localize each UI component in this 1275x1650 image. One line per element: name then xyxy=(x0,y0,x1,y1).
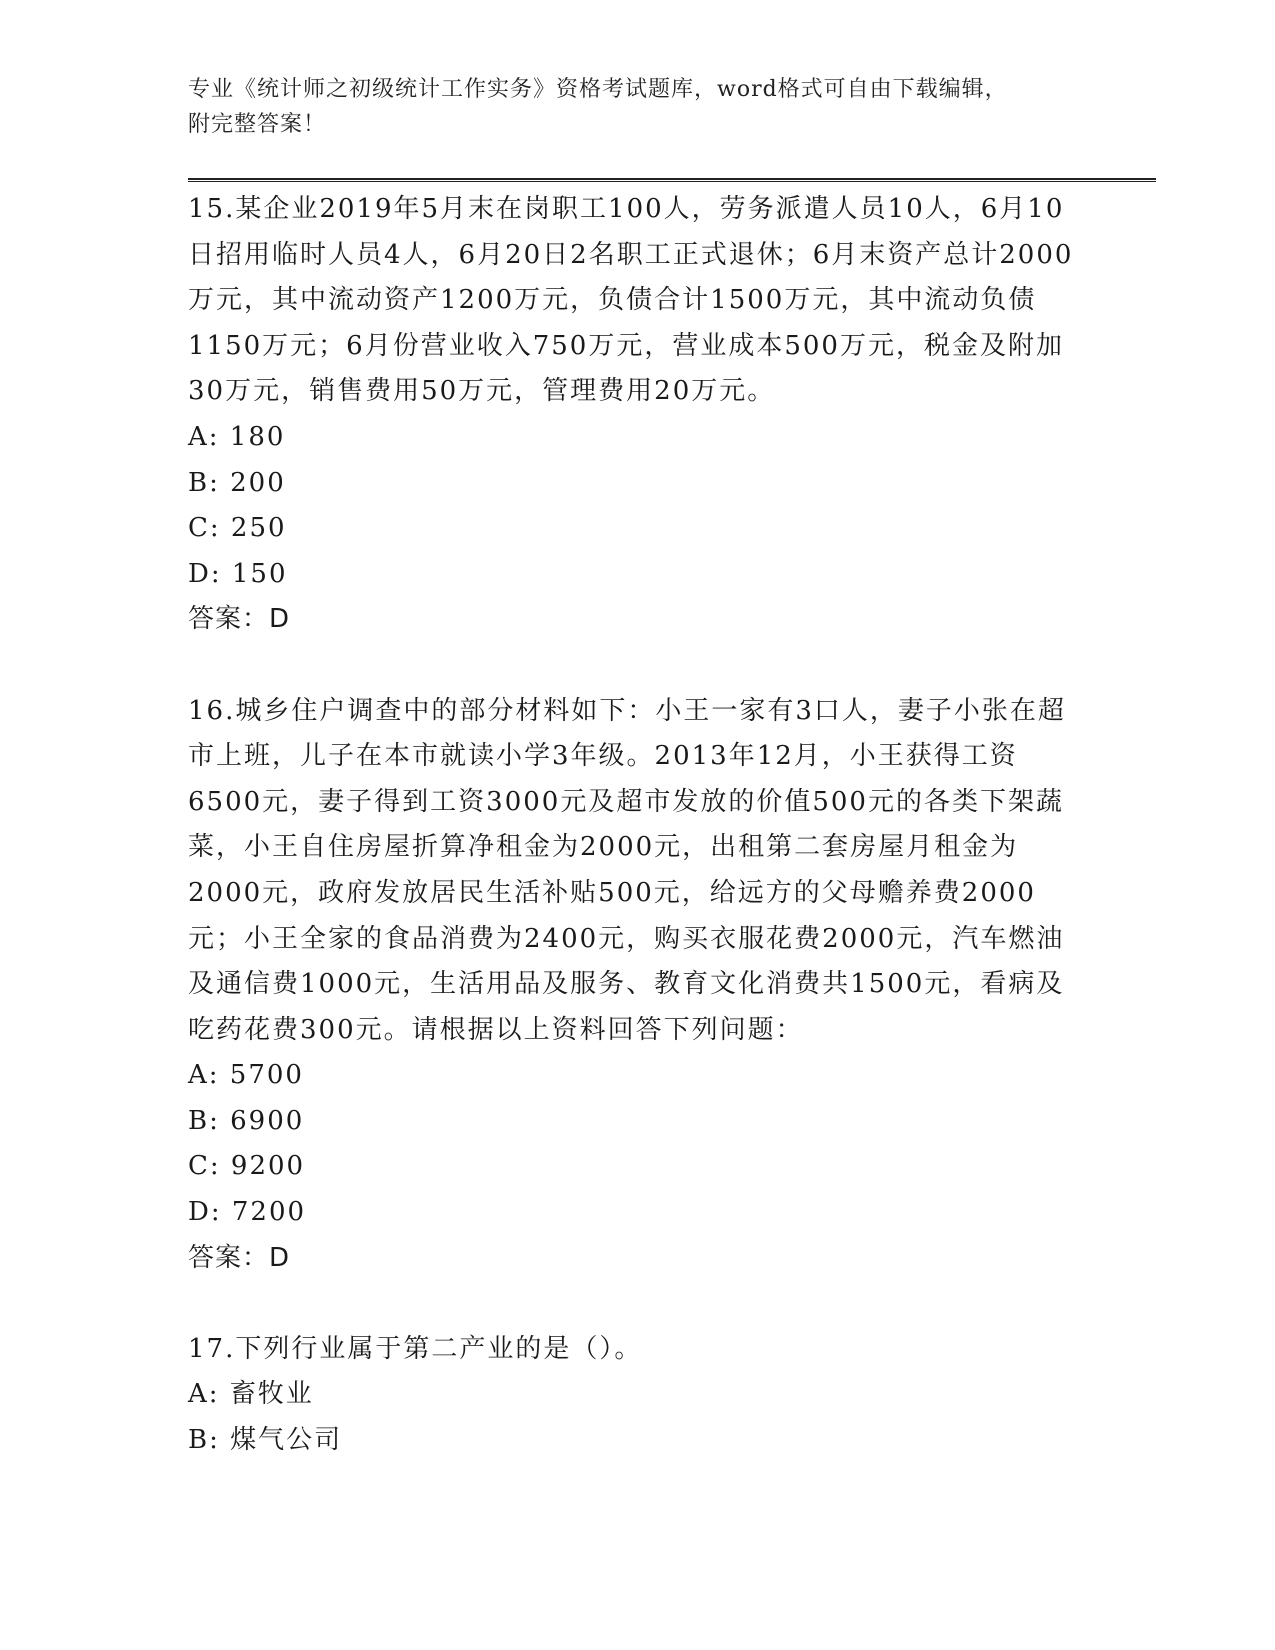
option-d: D: 150 xyxy=(188,558,288,589)
question-text: 15.某企业2019年5月末在岗职工100人，劳务派遣人员10人，6月10日招用临时人员4人，6月20日2名职工正式退休；6月末资产总计2000万元，其中流动资产1200万元，负债合计1500万元，其中流动负债1150万元；6月份营业收入750万元，营业成本500万元，税金及附加30万元，销售费用50万元，管理费用20万元。 xyxy=(188,194,1074,407)
document-header xyxy=(188,72,1088,142)
question-17 xyxy=(188,1327,1088,1464)
option-b: B: 200 xyxy=(188,467,286,498)
option-d: D: 7200 xyxy=(188,1197,307,1228)
question-16 xyxy=(188,689,1088,1282)
option-c: C: 9200 xyxy=(188,1151,306,1182)
header-divider xyxy=(188,178,1156,182)
option-b: B: 6900 xyxy=(188,1105,305,1136)
option-a: A: 5700 xyxy=(188,1060,304,1091)
header-line-1: 专业《统计师之初级统计工作实务》资格考试题库，word格式可自由下载编辑， xyxy=(188,77,1008,102)
question-spacer xyxy=(188,1281,1088,1327)
answer: 答案：D xyxy=(188,604,291,635)
option-a: A: 180 xyxy=(188,421,286,452)
option-a: A: 畜牧业 xyxy=(188,1379,314,1410)
question-text: 17.下列行业属于第二产业的是（）。 xyxy=(188,1333,643,1364)
question-spacer xyxy=(188,643,1088,689)
question-list xyxy=(188,187,1088,1464)
option-c: C: 250 xyxy=(188,513,287,544)
question-text: 16.城乡住户调查中的部分材料如下：小王一家有3口人，妻子小张在超市上班，儿子在本市就读小学3年级。2013年12月，小王获得工资6500元，妻子得到工资3000元及超市发放的价值500元的各类下架蔬菜，小王自住房屋折算净租金为2000元，出租第二套房屋月租金为2000元，政府发放居民生活补贴500元，给远方的父母赡养费2000元；小王全家的食品消费为2400元，购买衣服花费2000元，汽车燃油及通信费1000元，生活用品及服务、教育文化消费共1500元，看病及吃药花费300元。请根据以上资料回答下列问题： xyxy=(188,695,1066,1045)
option-b: B: 煤气公司 xyxy=(188,1425,343,1456)
answer: 答案：D xyxy=(188,1242,291,1273)
header-line-2: 附完整答案！ xyxy=(188,112,327,137)
question-15 xyxy=(188,187,1088,643)
